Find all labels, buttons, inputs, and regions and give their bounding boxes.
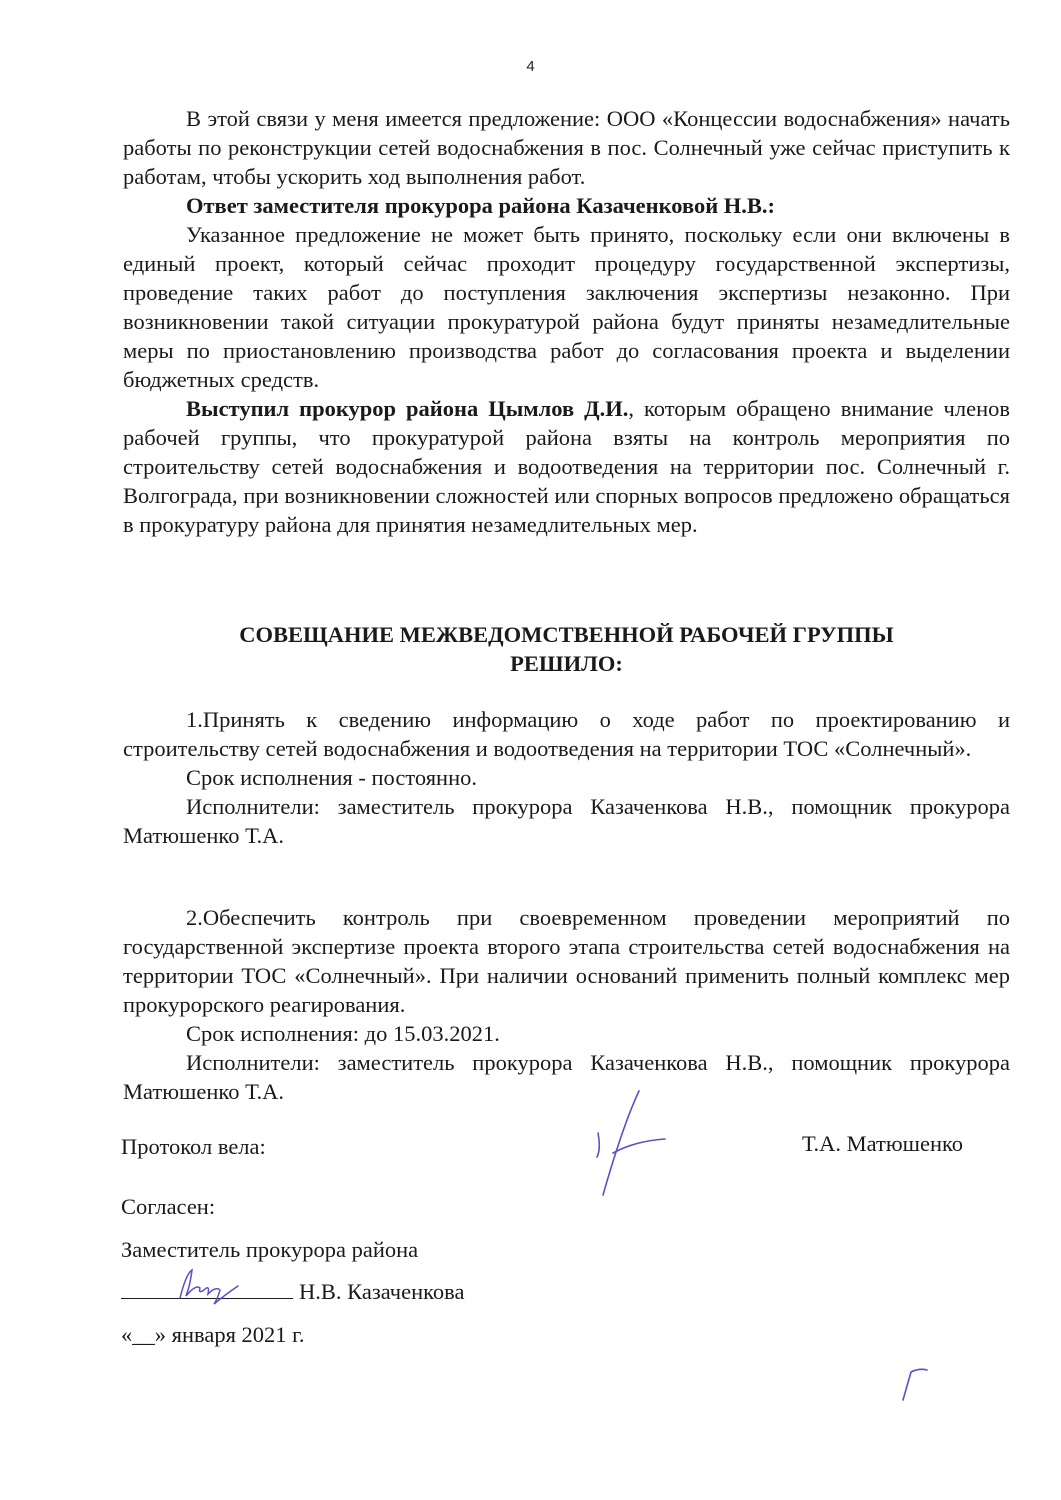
discussion-block	[123, 104, 1010, 539]
decision-item-1	[123, 705, 1010, 850]
decision-item-2	[123, 903, 1010, 1106]
item1-text: 1.Принять к сведению информацию о ходе работ по проектированию и строительству сетей водоснабжения и водоотведения на территории ТОС «Солнечный».	[123, 707, 1010, 761]
deputy-name: Н.В. Казаченкова	[299, 1279, 465, 1304]
item1-executors: Исполнители: заместитель прокурора Казаченкова Н.В., помощник прокурора Матюшенко Т.А.	[123, 794, 1010, 848]
protocol-label: Протокол вела:	[121, 1134, 266, 1159]
prosecutor-speech-paragraph	[123, 394, 1010, 539]
item2-text: 2.Обеспечить контроль при своевременном проведении мероприятий по государственной экспертизе проекта второго этапа строительства сетей водоснабжения на территории ТОС «Солнечный». При наличии оснований применить полный комплекс мер прокурорского реагирования.	[123, 905, 1010, 1017]
proposal-paragraph: В этой связи у меня имеется предложение: ООО «Концессии водоснабжения» начать работы по реконструкции сетей водоснабжения в пос. Солнечный уже сейчас приступить к работам, чтобы ускорить ход выполнения работ.	[123, 106, 1010, 189]
answer-heading: Ответ заместителя прокурора района Казаченковой Н.В.:	[186, 193, 776, 218]
item1-deadline: Срок исполнения - постоянно.	[186, 765, 478, 790]
answer-paragraph: Указанное предложение не может быть принято, поскольку если они включены в единый проект, который сейчас проходит процедуру государственной экспертизы, проведение таких работ до поступления заключения экспертизы незаконно. При возникновении такой ситуации прокуратурой района будут приняты незамедлительные меры по приостановлению производства работ до согласования проекта и выделении бюджетных средств.	[123, 222, 1010, 392]
protocol-signature-icon	[583, 1085, 678, 1200]
deputy-signature-icon	[170, 1264, 250, 1309]
speaker-name: Выступил прокурор района Цымлов Д.И.	[186, 396, 629, 421]
decision-heading-line1: СОВЕЩАНИЕ МЕЖВЕДОМСТВЕННОЙ РАБОЧЕЙ ГРУППЫ	[239, 622, 894, 647]
decision-heading	[123, 620, 1010, 678]
decision-heading-line2: РЕШИЛО:	[510, 651, 623, 676]
initials-mark-icon	[895, 1362, 935, 1404]
protocol-signer-name: Т.А. Матюшенко	[802, 1131, 964, 1156]
date-line: «__» января 2021 г.	[121, 1322, 305, 1347]
item2-deadline: Срок исполнения: до 15.03.2021.	[186, 1021, 500, 1046]
deputy-title: Заместитель прокурора района	[121, 1237, 419, 1262]
item2-executors: Исполнители: заместитель прокурора Казаченкова Н.В., помощник прокурора Матюшенко Т.А.	[123, 1050, 1010, 1104]
page-number: 4	[526, 58, 535, 75]
agreed-label: Согласен:	[121, 1194, 216, 1219]
speech-text: , которым обращено внимание членов рабочей группы, что прокуратурой района взяты на контроль мероприятия по строительству сетей водоснабжения и водоотведения на территории пос. Солнечный г. Волгограда, при возникновении сложностей или спорных вопросов предложено обращаться в прокуратуру района для принятия незамедлительных мер.	[123, 396, 1010, 537]
